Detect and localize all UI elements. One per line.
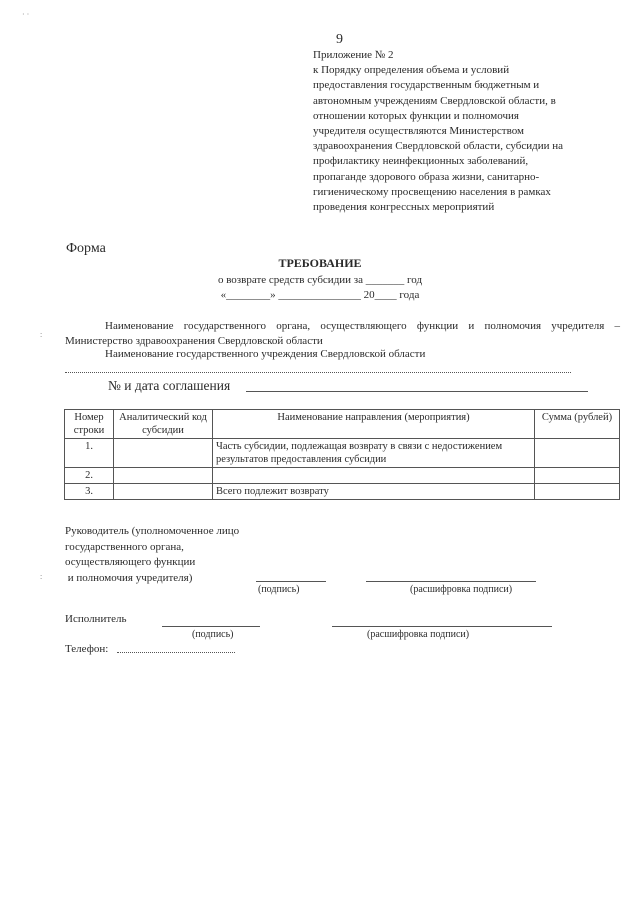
appendix-line: здравоохранения Свердловской области, субсидии на bbox=[313, 140, 564, 153]
institution-paragraph: Наименование государственного учреждения Свердловской области bbox=[105, 348, 426, 360]
signer-signature-line[interactable] bbox=[256, 581, 326, 582]
header-number: Номер строки bbox=[65, 410, 114, 439]
page-number: 9 bbox=[336, 32, 343, 47]
executor-sign-caption: (подпись) bbox=[192, 629, 234, 640]
cell-code[interactable] bbox=[114, 484, 213, 500]
subtitle-year-line: о возврате средств субсидии за _______ год bbox=[217, 274, 423, 286]
table-row bbox=[65, 439, 620, 468]
institution-fill-line[interactable] bbox=[65, 372, 571, 373]
scan-mark: · · bbox=[22, 10, 30, 19]
header-sum: Сумма (рублей) bbox=[535, 410, 620, 439]
scan-mark: : bbox=[40, 572, 43, 581]
phone-label: Телефон: bbox=[65, 643, 109, 655]
document-title: ТРЕБОВАНИЕ bbox=[278, 256, 362, 270]
signer-decode-line[interactable] bbox=[366, 581, 536, 582]
cell-number: 1. bbox=[65, 439, 114, 468]
appendix-line: учредителя осуществляются Министерством bbox=[313, 125, 524, 138]
cell-sum[interactable] bbox=[535, 439, 620, 468]
cell-sum[interactable] bbox=[535, 468, 620, 484]
appendix-line: к Порядку определения объема и условий bbox=[313, 64, 510, 77]
header-name: Наименование направления (мероприятия) bbox=[213, 410, 535, 439]
signer-decode-caption: (расшифровка подписи) bbox=[410, 584, 513, 595]
signer-line: Руководитель (уполномоченное лицо bbox=[65, 525, 240, 537]
agreement-label: № и дата соглашения bbox=[108, 378, 231, 393]
appendix-line: профилактику неинфекционных заболеваний, bbox=[313, 155, 529, 168]
appendix-line: предоставления государственным бюджетным и bbox=[313, 79, 540, 92]
executor-decode-line[interactable] bbox=[332, 626, 552, 627]
signer-line: государственного органа, bbox=[65, 540, 184, 553]
document-subtitle bbox=[0, 273, 640, 303]
subtitle-date-line: «________» _______________ 20____ года bbox=[220, 289, 420, 301]
appendix-line: проведения конгрессных мероприятий bbox=[313, 201, 495, 214]
signer-line: и полномочия учредителя) bbox=[65, 571, 193, 584]
scan-mark: : bbox=[40, 330, 43, 339]
signer-sign-caption: (подпись) bbox=[258, 584, 300, 595]
table-row bbox=[65, 484, 620, 500]
table-header-row bbox=[65, 410, 620, 439]
cell-sum[interactable] bbox=[535, 484, 620, 500]
signer-block bbox=[65, 524, 239, 586]
cell-name: Часть субсидии, подлежащая возврату в связи с недостижением результатов предоставления субсидии bbox=[213, 439, 535, 468]
appendix-title: Приложение № 2 bbox=[313, 49, 394, 61]
executor-signature-line[interactable] bbox=[162, 626, 260, 627]
header-code: Аналитический код субсидии bbox=[114, 410, 213, 439]
refund-table bbox=[64, 409, 620, 500]
cell-name[interactable] bbox=[213, 468, 535, 484]
executor-decode-caption: (расшифровка подписи) bbox=[367, 629, 470, 640]
form-label: Форма bbox=[66, 241, 106, 256]
cell-number: 3. bbox=[65, 484, 114, 500]
phone-fill-line[interactable] bbox=[117, 652, 235, 653]
founder-paragraph: Наименование государственного органа, осуществляющего функции и полномочия учредителя – Министерство здравоохранения Свердловской области bbox=[65, 320, 620, 347]
cell-number: 2. bbox=[65, 468, 114, 484]
appendix-line: автономным учреждениям Свердловской области, в bbox=[313, 94, 556, 107]
executor-label: Исполнитель bbox=[65, 613, 127, 625]
appendix-line: пропаганде здорового образа жизни, санитарно- bbox=[313, 170, 540, 183]
appendix-block bbox=[313, 48, 613, 215]
appendix-line: гигиеническому просвещению населения в рамках bbox=[313, 185, 551, 198]
cell-code[interactable] bbox=[114, 439, 213, 468]
signer-line: осуществляющего функции bbox=[65, 556, 196, 568]
agreement-fill-line[interactable] bbox=[246, 391, 588, 392]
cell-code[interactable] bbox=[114, 468, 213, 484]
cell-name: Всего подлежит возврату bbox=[213, 484, 535, 500]
appendix-line: отношении которых функции и полномочия bbox=[313, 109, 519, 122]
table-row bbox=[65, 468, 620, 484]
